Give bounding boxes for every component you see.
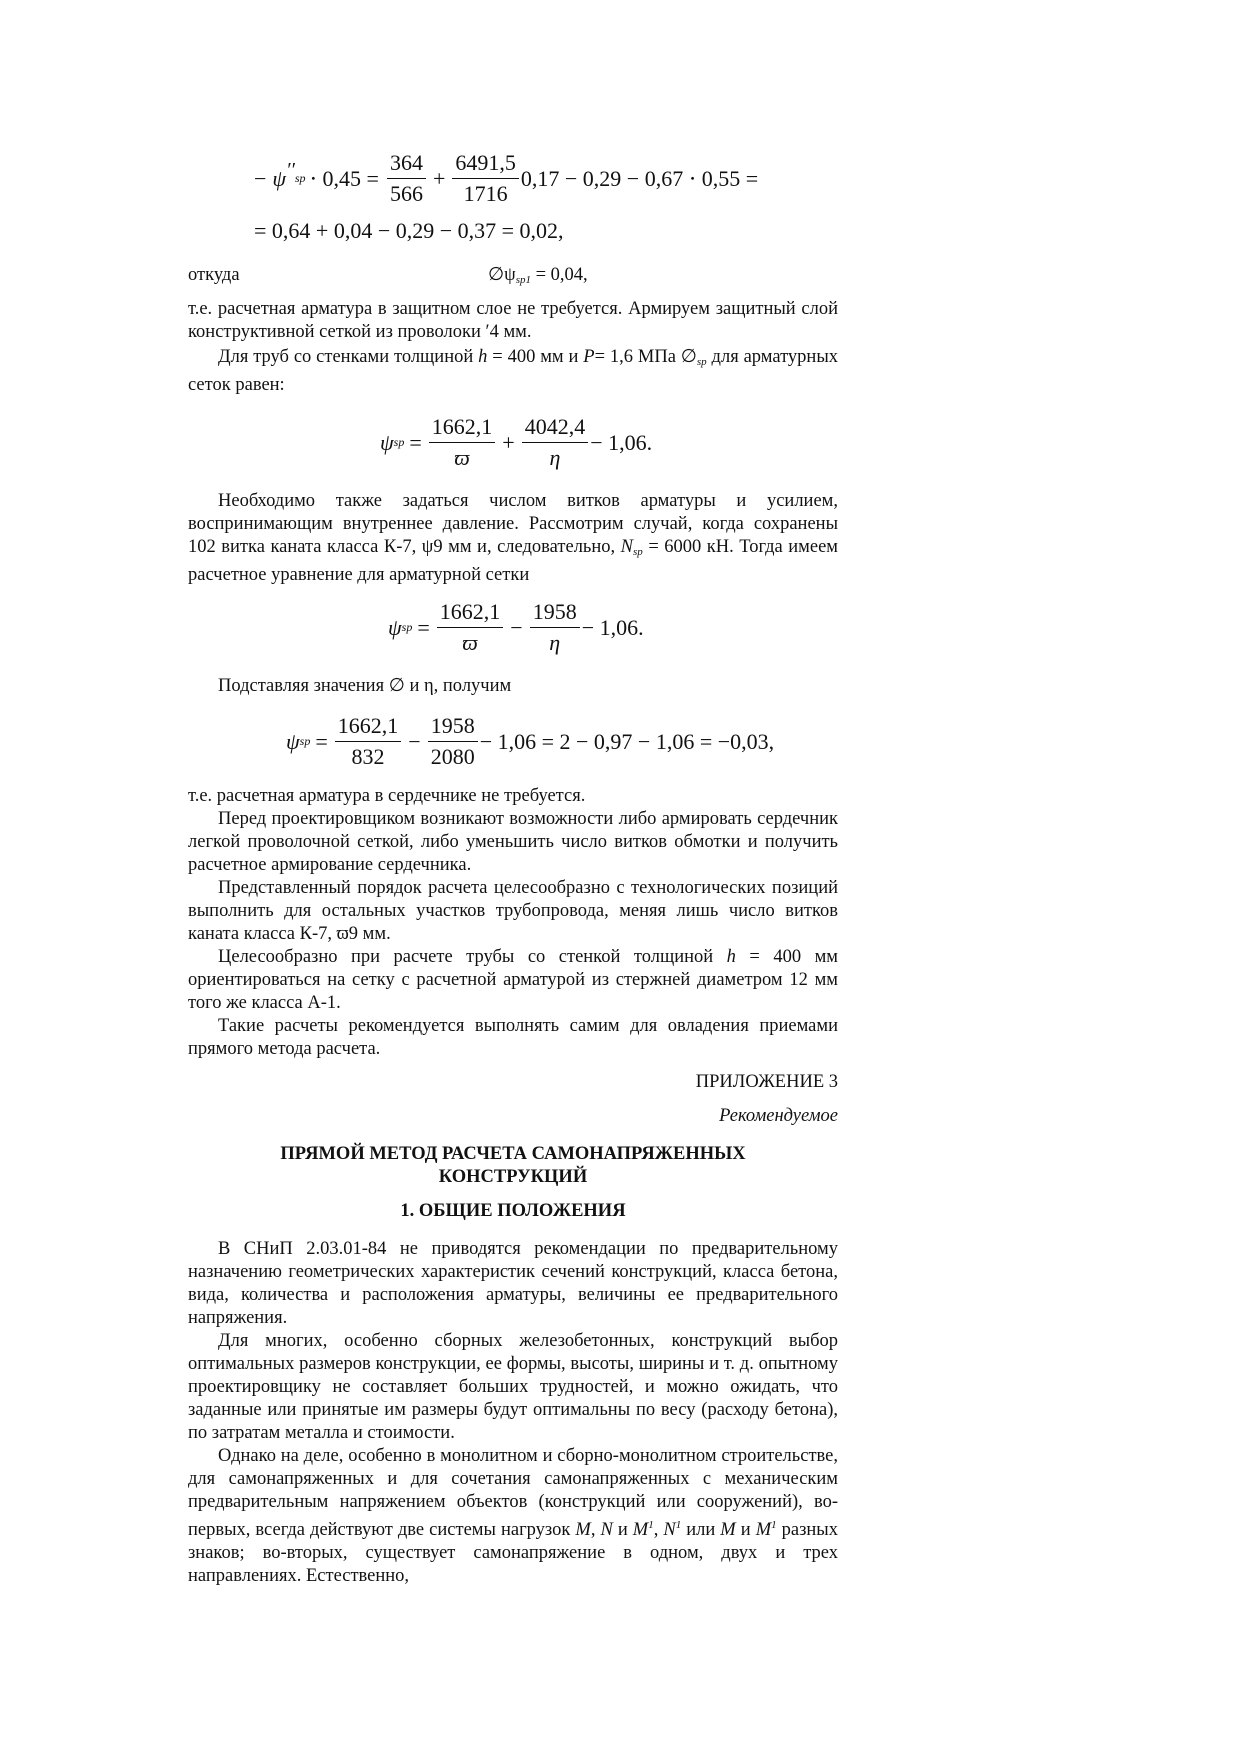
formula-tail: 0,17 − 0,29 − 0,67 ⋅ 0,55 =	[520, 165, 759, 191]
whence-label: откуда	[188, 265, 240, 285]
var-h: h	[478, 347, 488, 367]
numerator: 1958	[530, 599, 580, 628]
var-n: N	[620, 537, 634, 557]
text: Однако на деле, особенно в монолитном и сборно-монолитном строительстве, для самонапряженных и для сочетания самонапряженных с механическим предварительным напряжением объектов (конструкций или сооружений), во-первых, всегда действуют две системы нагрузок	[188, 1446, 838, 1541]
recommended-label: Рекомендуемое	[719, 1106, 838, 1126]
text: ,	[590, 1520, 601, 1541]
denominator: η	[549, 445, 561, 470]
lhs-rest: ⋅ 0,45 =	[309, 165, 379, 191]
paragraph-however	[188, 1445, 838, 1588]
fraction-1958-2080	[428, 713, 478, 770]
appendix-label: ПРИЛОЖЕНИЕ 3	[695, 1072, 838, 1092]
double-prime: ′′	[286, 159, 295, 181]
formula-psi-prime	[254, 150, 758, 207]
paragraph-snip: В СНиП 2.03.01-84 не приводятся рекомендации по предварительному назначению геометрических характеристик сечений конструкций, класса бетона, вида, количества и расположения арматуры, величины ее предварительного напряжения.	[188, 1239, 838, 1328]
psi-symbol: ψ	[388, 614, 402, 640]
formula-line: = 0,64 + 0,04 − 0,29 − 0,37 = 0,02,	[254, 218, 564, 243]
text-block-3	[188, 785, 838, 1061]
denominator: 566	[389, 181, 423, 206]
subscript-sp1: sp1	[515, 274, 531, 286]
var-m1: M	[755, 1520, 772, 1541]
formula-psi-sp-1	[380, 414, 652, 471]
fraction-1662-omega	[429, 414, 496, 471]
text: Для труб со стенками толщиной	[218, 347, 479, 367]
formula-tail: − 1,06.	[581, 614, 644, 640]
paragraph-necessary	[188, 490, 838, 587]
formula-result-002	[254, 218, 564, 244]
subscript-sp: sp	[393, 435, 405, 449]
var-h: h	[726, 947, 736, 967]
text-block-2	[188, 490, 838, 587]
whence-expression	[488, 264, 588, 292]
text: = 1,6 МПа ∅	[594, 347, 697, 367]
minus-sign: −	[510, 614, 523, 640]
text: = 6000 кН. Тогда имеем расчетное уравнение для арматурной сетки	[188, 537, 839, 585]
numerator: 1662,1	[335, 713, 402, 742]
paragraph-such: Такие расчеты рекомендуется выполнять самим для овладения приемами прямого метода расчета.	[188, 1016, 838, 1059]
document-title	[188, 1143, 838, 1189]
fraction-6491-1716	[452, 150, 519, 207]
numerator: 364	[387, 150, 426, 179]
psi-symbol: ψ	[380, 429, 394, 455]
paragraph-many: Для многих, особенно сборных железобетонных, конструкций выбор оптимальных размеров конструкции, ее формы, высоты, ширины и т. д. опытному проектировщику не составляет больших трудностей, и можно ожидать, что заданные или принятые им размеры будут оптимальны по весу (расходу бетона), по затратам металла и стоимости.	[188, 1331, 838, 1443]
subscript-sp: sp	[299, 734, 311, 748]
plus-sign: +	[432, 165, 446, 191]
subscript-sp: sp	[294, 171, 306, 185]
numerator: 4042,4	[522, 414, 589, 443]
fraction-1662-832	[335, 713, 402, 770]
paragraph-expedient	[188, 946, 838, 1015]
subscript-sp: sp	[633, 546, 643, 558]
superscript: 1	[675, 1519, 682, 1531]
denominator: ϖ	[462, 630, 478, 655]
empty-set-psi: ∅ψ	[488, 265, 516, 285]
var-n: N	[600, 1520, 613, 1541]
minus-sign: −	[408, 728, 421, 754]
var-m: M	[720, 1520, 736, 1541]
text: Целесообразно при расчете трубы со стенкой толщиной	[218, 947, 727, 967]
denominator: 2080	[430, 744, 475, 769]
minus-sign: −	[254, 165, 267, 191]
paragraph-pipes	[188, 346, 838, 397]
numerator: 6491,5	[452, 150, 519, 179]
psi-symbol: ψ	[272, 165, 287, 191]
whence-value: = 0,04,	[530, 265, 588, 285]
superscript: 1	[771, 1519, 777, 1531]
formula-tail: − 1,06 = 2 − 0,97 − 1,06 = −0,03,	[479, 728, 775, 754]
var-p: P	[583, 347, 595, 367]
formula-psi-sp-result	[286, 713, 774, 770]
superscript: 1	[648, 1519, 654, 1531]
denominator: 1716	[463, 181, 508, 206]
title-line-1: ПРЯМОЙ МЕТОД РАСЧЕТА САМОНАПРЯЖЕННЫХ	[280, 1144, 746, 1164]
text-block-1	[188, 298, 838, 397]
formula-psi-sp-2	[388, 599, 644, 656]
text: для арматурных сеток равен:	[188, 347, 839, 395]
text: или	[681, 1520, 721, 1541]
text-block-4	[188, 1238, 838, 1588]
numerator: 1662,1	[429, 414, 496, 443]
text: = 400 мм ориентироваться на сетку с расчетной арматурой из стержней диаметром 12 мм того же класса А-1.	[188, 947, 838, 1013]
title-line-2: КОНСТРУКЦИЙ	[438, 1167, 588, 1187]
fraction-4042-eta	[522, 414, 589, 471]
text: = 400 мм и	[487, 347, 584, 367]
paragraph-core: т.е. расчетная арматура в сердечнике не требуется.	[188, 786, 586, 806]
paragraph-substitute: Подставляя значения ∅ и η, получим	[218, 676, 512, 696]
text: ,	[653, 1520, 664, 1541]
equals-sign: =	[417, 614, 430, 640]
paragraph-designer: Перед проектировщиком возникают возможности либо армировать сердечник легкой проволочной сеткой, либо уменьшить число витков обмотки и получить расчетное армирование сердечника.	[188, 809, 838, 875]
text: Необходимо также задаться числом витков арматуры и усилием, воспринимающим внутреннее давление. Рассмотрим случай, когда сохранены 102 витка каната класса К-7, ψ9 мм и, следовательно,	[188, 491, 838, 557]
plus-sign: +	[502, 429, 515, 455]
paragraph-order: Представленный порядок расчета целесообразно с технологических позиций выполнить для остальных участков трубопровода, меняя лишь число витков каната класса К-7, ϖ9 мм.	[188, 878, 838, 944]
denominator: 832	[351, 744, 385, 769]
fraction-1662-omega	[437, 599, 504, 656]
equals-sign: =	[409, 429, 422, 455]
fraction-1958-eta	[530, 599, 580, 656]
denominator: ϖ	[454, 445, 470, 470]
formula-tail: − 1,06.	[590, 429, 653, 455]
subscript-sp: sp	[696, 356, 707, 368]
denominator: η	[549, 630, 561, 655]
section-title: 1. ОБЩИЕ ПОЛОЖЕНИЯ	[400, 1201, 626, 1221]
paragraph-protect-layer: т.е. расчетная арматура в защитном слое не требуется. Армируем защитный слой конструктивной сеткой из проволоки ′4 мм.	[188, 299, 838, 342]
text: и	[612, 1520, 633, 1541]
var-m: M	[575, 1520, 591, 1541]
numerator: 1662,1	[437, 599, 504, 628]
text: и	[735, 1520, 756, 1541]
text: разных знаков; во-вторых, существует самонапряжение в одном, двух и трех направлениях. Естественно,	[188, 1520, 838, 1587]
var-m1: M	[632, 1520, 649, 1541]
psi-symbol: ψ	[286, 728, 300, 754]
fraction-364-566	[387, 150, 426, 207]
numerator: 1958	[428, 713, 478, 742]
subscript-sp: sp	[401, 620, 413, 634]
equals-sign: =	[315, 728, 328, 754]
var-n1: N	[663, 1520, 676, 1541]
